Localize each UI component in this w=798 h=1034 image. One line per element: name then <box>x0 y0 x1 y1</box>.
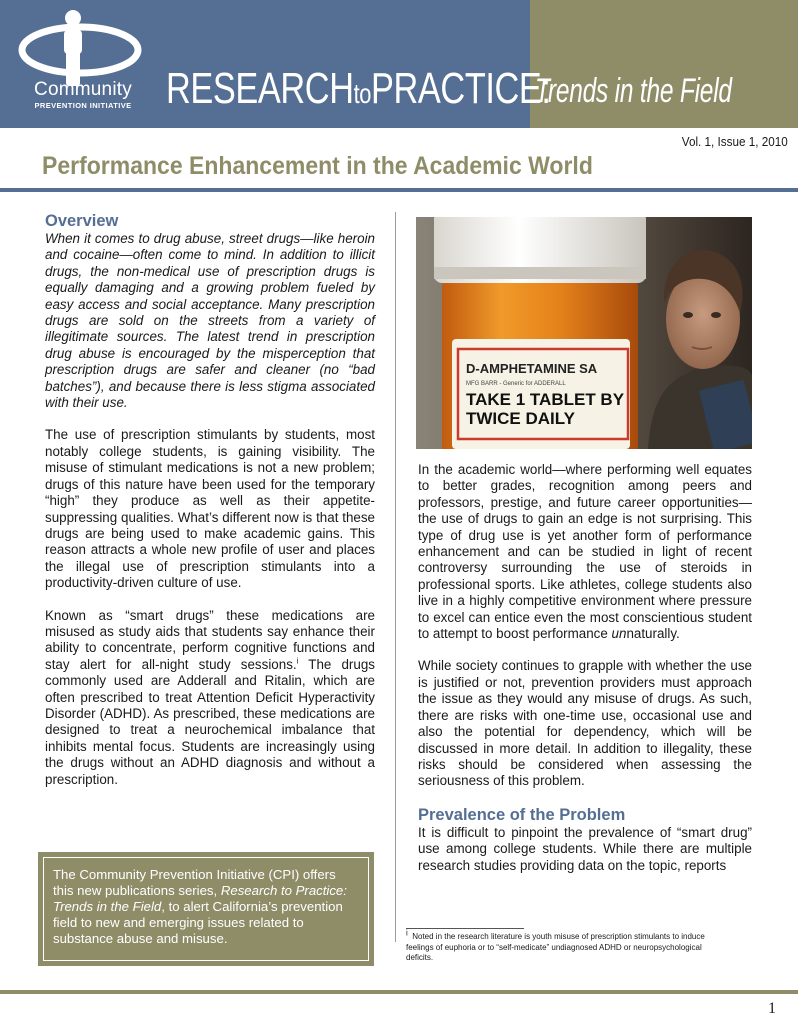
smart-drugs-text-b: The drugs commonly used are Adderall and Ritalin, which are often prescribed to treat Attention Deficit Hyperactivity Disorder (ADHD). As prescribed, these medications are designed to treat a neurochemical imbalance that inhibits mental focus. Students are increasingly using the drugs without an ADHD diagnosis and without a prescription. <box>45 656 375 787</box>
callout-text-b: , to alert California’s prevention field to new and emerging issues related to substance abuse and misuse. <box>53 899 343 946</box>
overview-intro: When it comes to drug abuse, street drugs—like heroin and cocaine—often come to mind. In addition to illicit drugs, the non-medical use of prescription drugs is equally damaging and a growing problem fueled by easy access and social acceptance. Many prescription drugs are sold on the streets from a variety of illegitimate sources. The latest trend in prescription drug abuse is encouraged by the misperception that prescription drugs are safer and cleaner (no “bad batches”), and because there is less stigma associated with their use. <box>45 231 375 411</box>
page-number: 1 <box>768 1000 776 1017</box>
footnote-marker: i <box>406 928 408 938</box>
title-research: RESEARCH <box>166 64 354 113</box>
overview-heading: Overview <box>45 212 119 230</box>
footnote-ref: i <box>296 656 299 666</box>
callout-text <box>43 857 369 961</box>
pill-bottle-photo <box>416 217 752 449</box>
cpi-callout-box <box>38 852 374 966</box>
issue-number: Vol. 1, Issue 1, 2010 <box>681 134 788 149</box>
smart-drugs-text-a: Known as “smart drugs” these medications are misused as study aids that students say enhance their ability to concentrate, perform cognitive functions and stay alert for all-night study sessions. <box>45 607 375 672</box>
smart-drugs-paragraph <box>45 608 375 788</box>
page-title: Performance Enhancement in the Academic World <box>42 152 593 180</box>
footnote-rule <box>406 928 524 929</box>
publication-title <box>166 64 551 114</box>
column-divider <box>395 212 396 942</box>
right-column <box>418 462 752 890</box>
publication-subtitle: Trends in the Field <box>535 72 732 110</box>
society-paragraph: While society continues to grapple with whether the use is justified or not, prevention providers must approach the issue as they would any misuse of drugs. As such, there are risks with one-time use, occasional use and also the potential for dependency, which will be discussed in more detail. In addition to illegality, these risks should be considered when assessing the seriousness of this problem. <box>418 658 752 789</box>
callout-series-name: Research to Practice: Trends in the Field <box>53 883 347 914</box>
footer-rule <box>0 990 798 994</box>
prevalence-paragraph: It is difficult to pinpoint the prevalence of “smart drug” use among college students. While there are multiple research studies providing data on the topic, reports <box>418 824 752 873</box>
masthead <box>0 0 798 128</box>
overview-paragraph: The use of prescription stimulants by students, most notably college students, is gaining visibility. The misuse of stimulant medications is not a new problem; drugs of this nature have been used for the temporary “high” they produce as well as their appetite-suppressing qualities. What’s different now is that these drugs are being used to make academic gains. This reason attracts a whole new profile of user and places the illegal use of prescription stimulants into a productivity-driven culture of use. <box>45 427 375 591</box>
title-rule <box>0 188 798 192</box>
logo-subtitle: PREVENTION INITIATIVE <box>34 101 132 110</box>
title-practice: PRACTICE: <box>371 64 551 113</box>
footnote <box>406 928 726 964</box>
academic-world-paragraph <box>418 462 752 642</box>
academic-text-a: In the academic world—where performing well equates to better grades, recognition among peers and professors, prestige, and future career opportunities—the use of drugs to gain an edge is not surprising. This type of drug use is yet another form of performance enhancement and can be studied in light of recent controversy surrounding the use of steroids in professional sports. Like athletes, college students also live in a highly competitive environment where pressure to excel can entice even the most conscientious student to attempt to boost performance <box>418 462 752 642</box>
community-logo-icon <box>16 6 146 88</box>
prevalence-heading: Prevalence of the Problem <box>418 805 626 824</box>
footnote-text: Noted in the research literature is youth misuse of prescription stimulants to induce feelings of euphoria or to “self-medicate” undiagnosed ADHD or neuropsychological deficits. <box>406 932 705 962</box>
label-frequency: TWICE DAILY <box>466 409 575 428</box>
label-dose: TAKE 1 TABLET BY <box>466 390 625 409</box>
academic-text-italic: un <box>611 626 627 642</box>
left-column <box>45 212 375 804</box>
title-to: to <box>353 78 372 109</box>
label-drug-name: D-AMPHETAMINE SA <box>466 361 598 376</box>
academic-text-b: naturally. <box>626 626 680 642</box>
logo-name: Community <box>34 79 132 100</box>
label-generic: MFG BARR - Generic for ADDERALL <box>466 381 566 387</box>
callout-text-a: The Community Prevention Initiative (CPI) offers this new publications series, <box>53 867 336 898</box>
